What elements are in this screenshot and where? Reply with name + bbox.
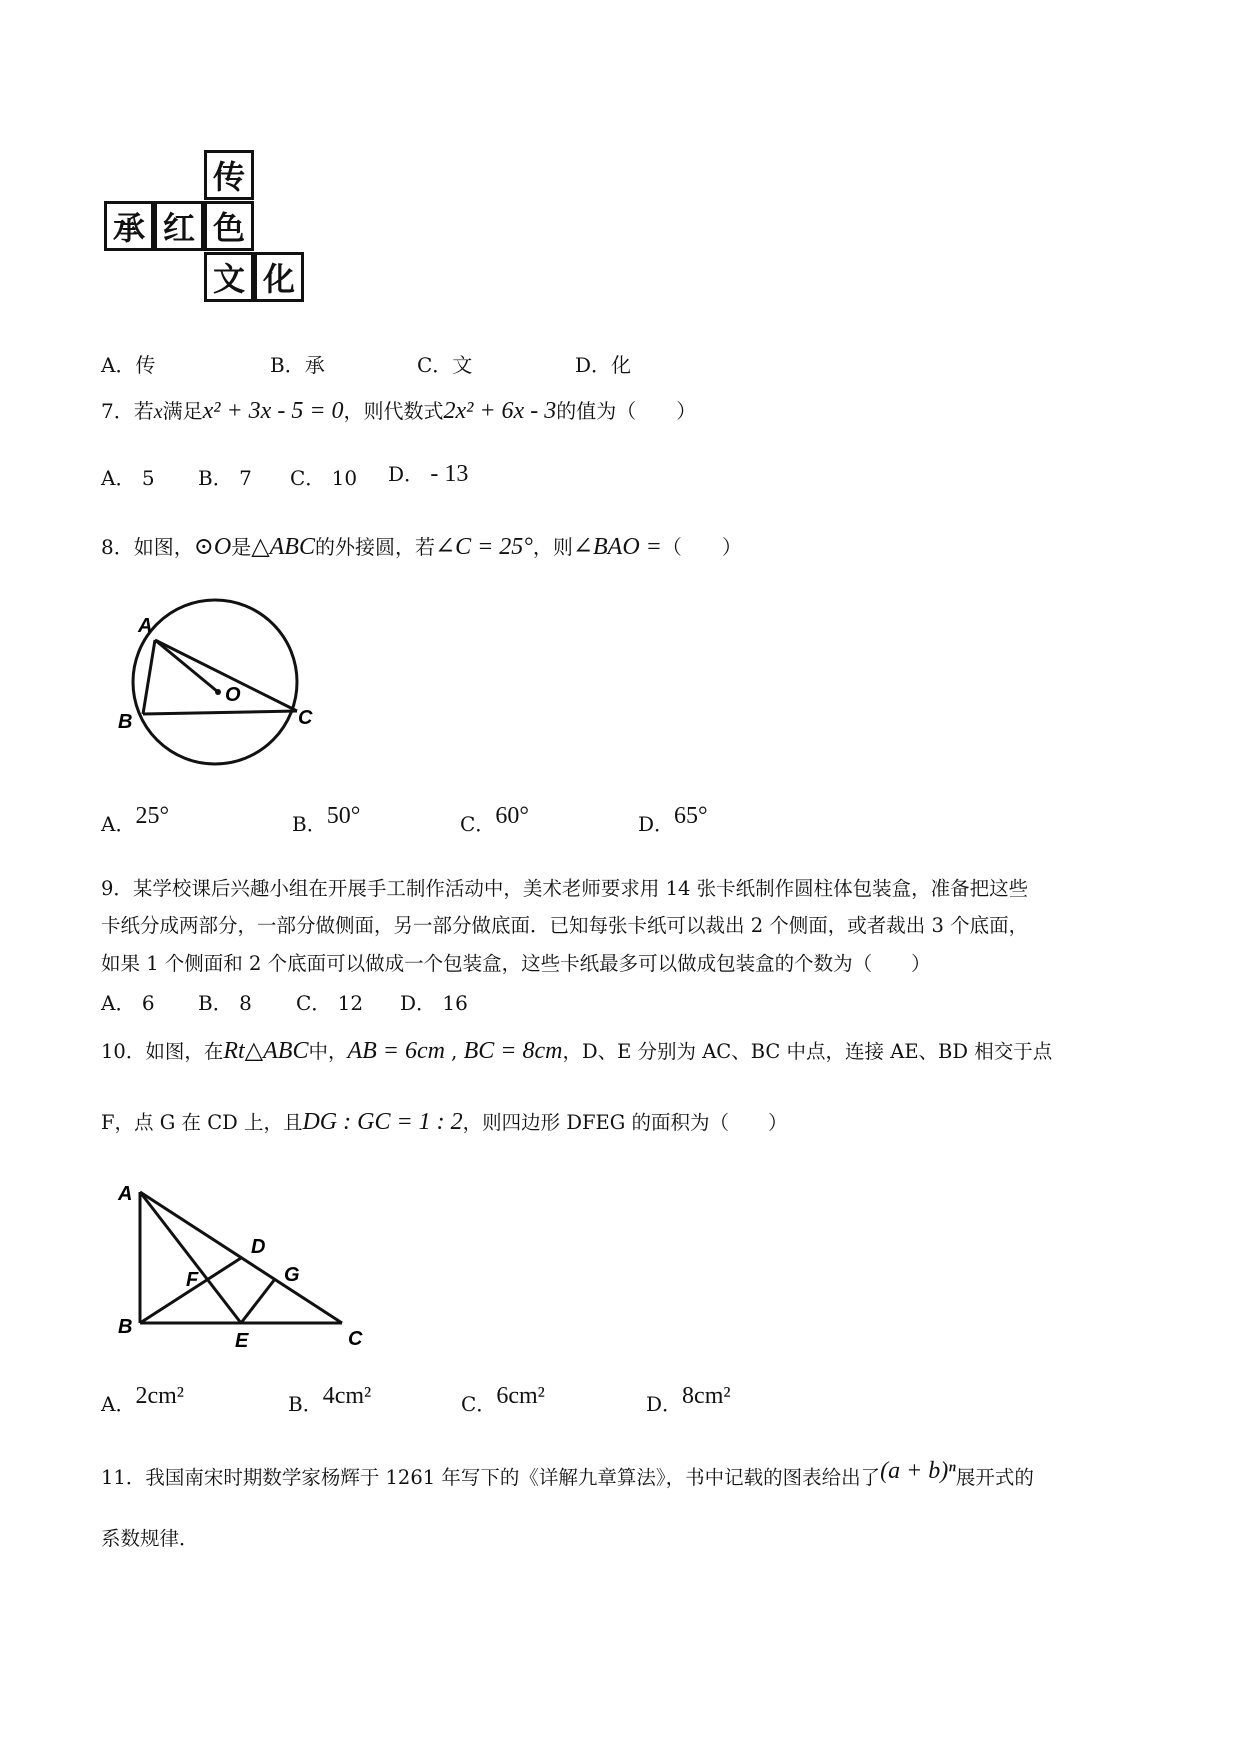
option-label: B． — [198, 466, 233, 490]
stem-text: （ ） — [661, 535, 742, 559]
q6-option-c — [417, 351, 472, 379]
circumcircle — [133, 600, 297, 764]
ratio-dg-gc: DG : GC = 1 : 2 — [302, 1109, 463, 1135]
option-label: A． — [101, 353, 136, 377]
segment-ae — [140, 1192, 241, 1323]
angle-c: ∠C = 25° — [434, 534, 533, 560]
stem-text: F，点 G 在 CD 上，且 — [101, 1111, 303, 1134]
option-label: B． — [198, 991, 233, 1015]
option-label: D． — [400, 991, 437, 1015]
q8-option-b — [292, 803, 361, 838]
label-a: A — [118, 1183, 133, 1205]
option-value: - 13 — [430, 461, 469, 487]
stem-text: 中， — [308, 1040, 348, 1063]
stem-text: ，则四边形 DFEG 的面积为（ ） — [462, 1111, 788, 1134]
option-value: 16 — [442, 991, 468, 1015]
question-number: 8． — [101, 535, 134, 559]
option-value: 传 — [135, 353, 156, 377]
segment-eg — [241, 1279, 275, 1323]
label-d: D — [251, 1236, 266, 1258]
net-cell-bottom1: 文 — [204, 252, 254, 302]
stem-text: 如图， — [133, 535, 194, 559]
option-value: 7 — [239, 466, 252, 490]
q9-stem-line-1: 9．某学校课后兴趣小组在开展手工制作活动中，美术老师要求用 14 张卡纸制作圆柱体包装盒，准备把这些 — [101, 877, 1029, 900]
net-cell-left2: 红 — [154, 201, 204, 251]
label-o: O — [225, 684, 241, 706]
option-value: 6cm² — [496, 1383, 545, 1409]
option-label: C． — [290, 466, 326, 490]
q8-option-d — [638, 803, 708, 838]
option-label: D． — [638, 812, 675, 836]
option-value: 25° — [135, 803, 170, 829]
option-value: 4cm² — [322, 1383, 372, 1409]
stem-text: 的值为（ ） — [556, 399, 697, 423]
option-label: B． — [292, 812, 327, 836]
option-value: 12 — [337, 991, 364, 1015]
q7-option-a — [101, 464, 155, 492]
segment-bc — [143, 711, 297, 714]
net-cell-top: 传 — [204, 150, 254, 200]
stem-text: 是 — [231, 535, 252, 559]
length-ab: AB = 6cm — [347, 1038, 445, 1064]
segment-ab — [143, 640, 155, 714]
q10-stem-line-2 — [101, 1108, 788, 1137]
option-label: D． — [575, 353, 612, 377]
q6-cube-net-figure — [100, 148, 310, 318]
q9-option-b — [198, 989, 252, 1017]
circle-o: ⊙O — [193, 534, 232, 560]
option-value: 65° — [674, 803, 708, 829]
q9-stem-line-3: 如果 1 个侧面和 2 个底面可以做成一个包装盒，这些卡纸最多可以做成包装盒的个数为（ ） — [101, 952, 931, 975]
option-label: C． — [417, 353, 453, 377]
angle-bao: ∠BAO = — [572, 534, 662, 560]
label-a: A — [138, 615, 153, 637]
q6-option-a — [101, 351, 155, 379]
option-label: B． — [288, 1392, 323, 1416]
center-point-o — [215, 689, 221, 695]
equation: x² + 3x - 5 = 0 — [202, 398, 344, 424]
q10-stem-line-1: 10．如图，在Rt△ABC中，AB = 6cm , BC = 8cm，D、E 分别为 AC、BC 中点，连接 AE、BD 相交于点 — [101, 1038, 1053, 1064]
net-cell-bottom2: 化 — [254, 252, 304, 302]
option-label: C． — [460, 812, 496, 836]
label-g: G — [284, 1264, 300, 1286]
stem-text: 满足 — [162, 399, 203, 423]
q8-option-a — [101, 803, 170, 838]
option-value: 10 — [331, 466, 358, 490]
q9-option-a — [101, 989, 155, 1017]
q8-stem — [101, 533, 742, 561]
q10-triangle-figure — [112, 1170, 372, 1350]
option-value: 60° — [495, 803, 529, 829]
q10-option-a — [101, 1383, 184, 1418]
label-b: B — [118, 1316, 133, 1338]
q6-option-b — [270, 351, 325, 379]
q10-option-c — [461, 1383, 545, 1418]
option-label: D． — [646, 1392, 683, 1416]
q10-option-b — [288, 1383, 372, 1418]
q6-option-d — [575, 351, 631, 379]
option-label: A． — [101, 1392, 136, 1416]
option-label: D． — [388, 462, 425, 486]
net-cell-center: 色 — [204, 201, 254, 251]
label-f: F — [186, 1269, 199, 1291]
q8-option-c — [460, 803, 529, 838]
option-label: C． — [296, 991, 332, 1015]
q9-option-d — [400, 989, 468, 1017]
length-bc: BC = 8cm — [463, 1038, 563, 1064]
q11-stem-line-1 — [101, 1458, 1034, 1492]
option-label: A． — [101, 466, 136, 490]
option-value: 文 — [452, 353, 473, 377]
label-c: C — [298, 707, 313, 729]
expression-a-plus-b-n: (a + b)ⁿ — [880, 1458, 956, 1484]
option-label: A． — [101, 812, 136, 836]
q9-option-c — [296, 989, 363, 1017]
q7-option-b — [198, 464, 252, 492]
q11-stem-line-2: 系数规律． — [101, 1527, 199, 1550]
option-value: 50° — [326, 803, 361, 829]
stem-text: ，则代数式 — [343, 399, 444, 423]
option-value: 8cm² — [682, 1383, 731, 1409]
option-value: 8 — [239, 991, 252, 1015]
stem-text: 的外接圆，若 — [314, 535, 435, 559]
net-cell-left1: 承 — [104, 201, 154, 251]
option-value: 2cm² — [135, 1383, 184, 1409]
expression: 2x² + 6x - 3 — [443, 398, 557, 424]
option-label: B． — [270, 353, 305, 377]
option-value: 5 — [141, 466, 155, 490]
option-label: C． — [461, 1392, 497, 1416]
q10-option-d — [646, 1383, 731, 1418]
stem-text: 若 — [133, 399, 154, 423]
stem-text: ，则 — [532, 535, 573, 559]
option-value: 化 — [611, 353, 632, 377]
triangle-rt-abc: Rt△ABC — [223, 1038, 309, 1064]
label-e: E — [235, 1330, 249, 1352]
stem-text: 11．我国南宋时期数学家杨辉于 1261 年写下的《详解九章算法》，书中记载的图表给出了 — [101, 1466, 881, 1489]
triangle-abc: △ABC — [251, 534, 315, 560]
q8-circle-figure — [110, 600, 313, 780]
question-number: 10． — [101, 1040, 146, 1063]
option-value: 承 — [304, 353, 325, 377]
label-c: C — [348, 1328, 363, 1350]
option-value: 6 — [141, 991, 155, 1015]
stem-text: ，D、E 分别为 AC、BC 中点，连接 AE、BD 相交于点 — [562, 1040, 1053, 1063]
label-b: B — [118, 711, 133, 733]
q7-option-d — [388, 460, 468, 488]
variable-x: x — [153, 401, 163, 423]
q7-option-c — [290, 464, 357, 492]
stem-text: 展开式的 — [955, 1466, 1034, 1489]
q7-stem — [101, 397, 696, 426]
stem-text: 如图，在 — [145, 1040, 224, 1063]
option-label: A． — [101, 991, 136, 1015]
q9-stem-line-2: 卡纸分成两部分，一部分做侧面，另一部分做底面．已知每张卡纸可以裁出 2 个侧面，或者裁出 3 个底面， — [101, 914, 1029, 937]
question-number: 7． — [101, 399, 134, 423]
